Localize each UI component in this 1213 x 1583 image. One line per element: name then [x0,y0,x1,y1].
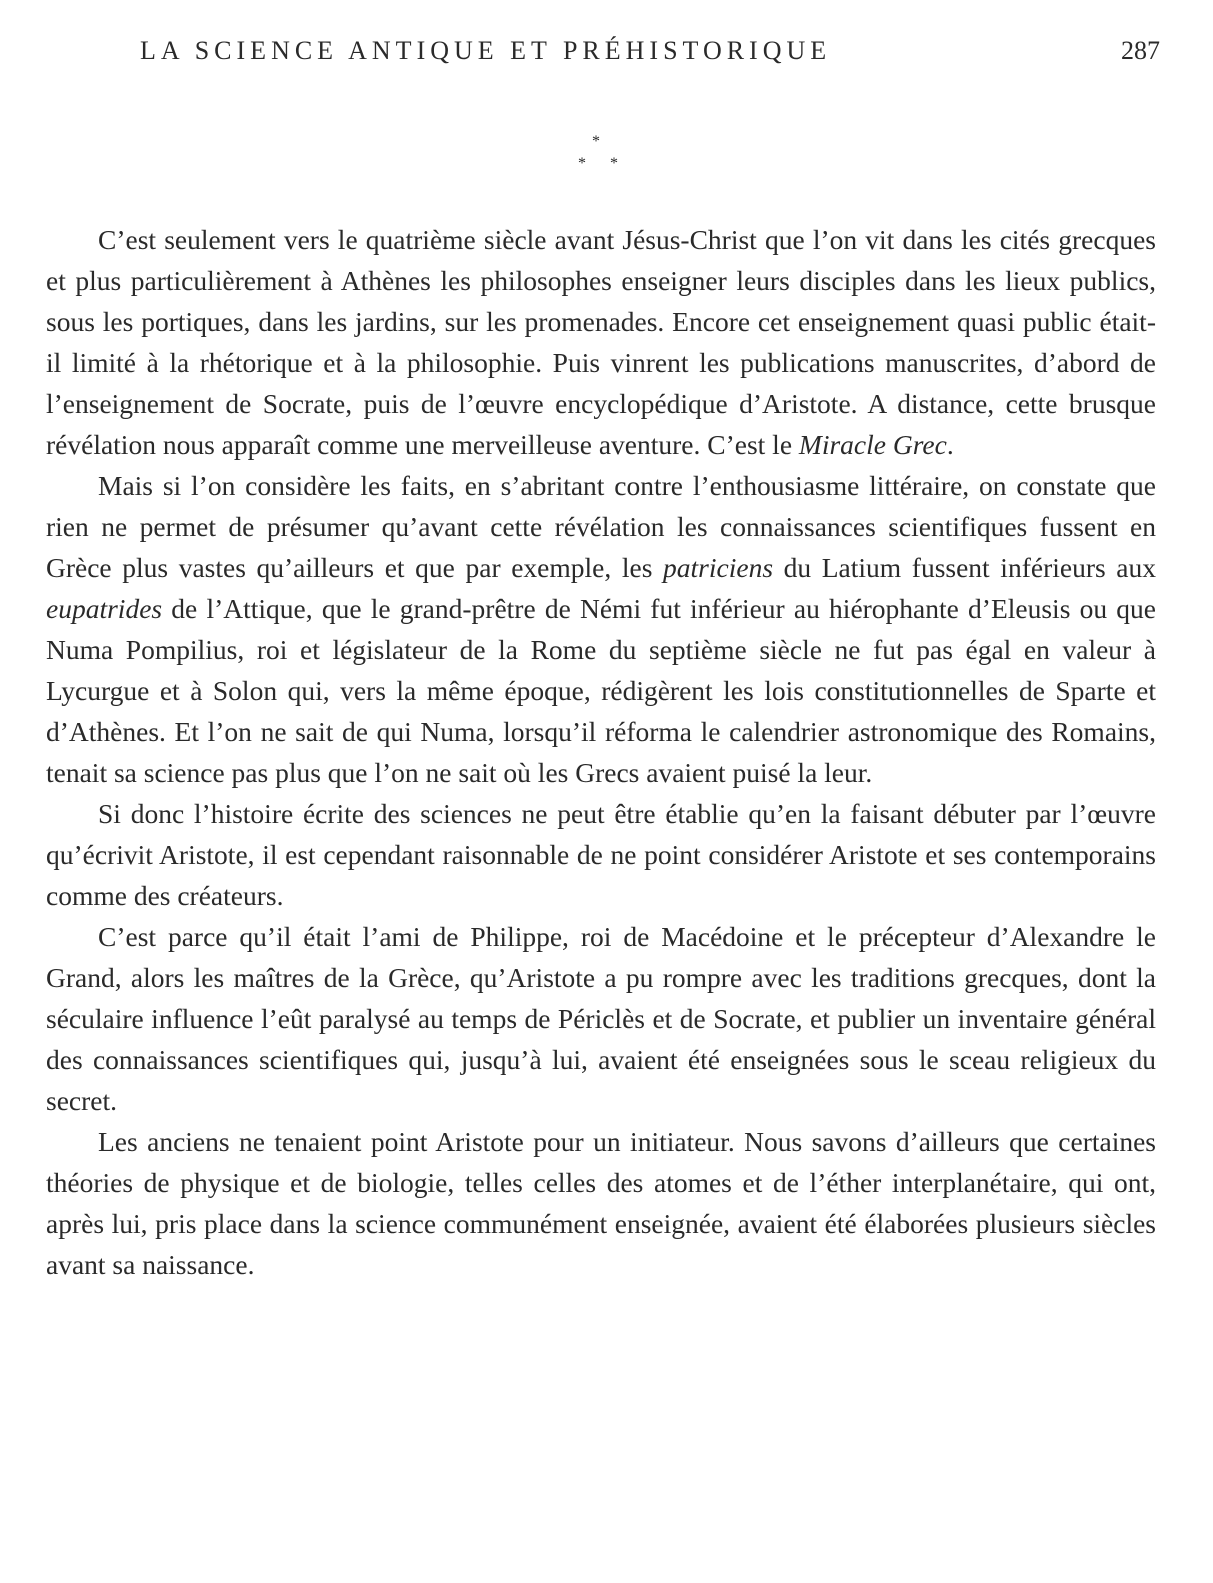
body-text [46,219,1156,1285]
paragraph-text: Les anciens ne tenaient point Aristote pour un initiateur. Nous savons d’ailleurs que certaines théories de physique et de biologie, telles celles des atomes et de l’éther interplanétaire, qui ont, après lui, pris place dans la science communément enseignée, avaient été élaborées plusieurs siècles avant sa naissance. [46,1126,1156,1280]
running-head-title: LA SCIENCE ANTIQUE ET PRÉHISTORIQUE [140,36,832,65]
italic-term: eupatrides [46,593,163,624]
paragraph-text: Si donc l’histoire écrite des sciences ne peut être établie qu’en la faisant débuter par l’œuvre qu’écrivit Aristote, il est cependant raisonnable de ne point considérer Aristote et ses contemporains comme des créateurs. [46,798,1156,911]
paragraph-text: . [946,429,954,460]
paragraph [46,465,1156,793]
page-number: 287 [1121,36,1160,65]
asterism-star: * [610,155,618,172]
italic-term: Miracle Grec [798,429,947,460]
paragraph-text: C’est parce qu’il était l’ami de Philippe, roi de Macédoine et le précepteur d’Alexandre le Grand, alors les maîtres de la Grèce, qu’Aristote a pu rompre avec les traditions grecques, dont la séculaire influence l’eût paralysé au temps de Périclès et de Socrate, et publier un inventaire général des connaissances scientifiques qui, jusqu’à lui, avaient été enseignées sous le sceau religieux du secret. [46,921,1156,1116]
paragraph [46,219,1156,465]
paragraph [46,793,1156,916]
paragraph-text: de l’Attique, que le grand-prêtre de Némi fut inférieur au hiérophante d’Eleusis ou que Numa Pompilius, roi et législateur de la Rome du septième siècle ne fut pas égal en valeur à Lycurgue et à Solon qui, vers la même époque, rédigèrent les lois constitutionnelles de Sparte et d’Athènes. Et l’on ne sait de qui Numa, lorsqu’il réforma le calendrier astronomique des Romains, tenait sa science pas plus que l’on ne sait où les Grecs avaient puisé la leur. [46,593,1156,788]
paragraph [46,916,1156,1121]
running-head [140,36,1160,72]
paragraph-text: C’est seulement vers le quatrième siècle avant Jésus-Christ que l’on vit dans les cités grecques et plus particulièrement à Athènes les philosophes enseigner leurs disciples dans les lieux publics, sous les portiques, dans les jardins, sur les promenades. Encore cet enseignement quasi public était-il limité à la rhétorique et à la philosophie. Puis vinrent les publications manuscrites, d’abord de l’enseignement de Socrate, puis de l’œuvre encyclopédique d’Aristote. A distance, cette brusque révélation nous apparaît comme une merveilleuse aventure. C’est le [46,224,1156,460]
asterism-separator [570,134,650,184]
paragraph-text: Mais si l’on considère les faits, en s’abritant contre l’enthousiasme littéraire, on constate que rien ne permet de présumer qu’avant cette révélation les connaissances scientifiques fussent en Grèce plus vastes qu’ailleurs et que par exemple, les [46,470,1156,583]
paragraph [46,1121,1156,1285]
asterism-star: * [592,133,600,150]
italic-term: patriciens [663,552,774,583]
asterism-star: * [578,155,586,172]
paragraph-text: du Latium fussent inférieurs aux [773,552,1156,583]
